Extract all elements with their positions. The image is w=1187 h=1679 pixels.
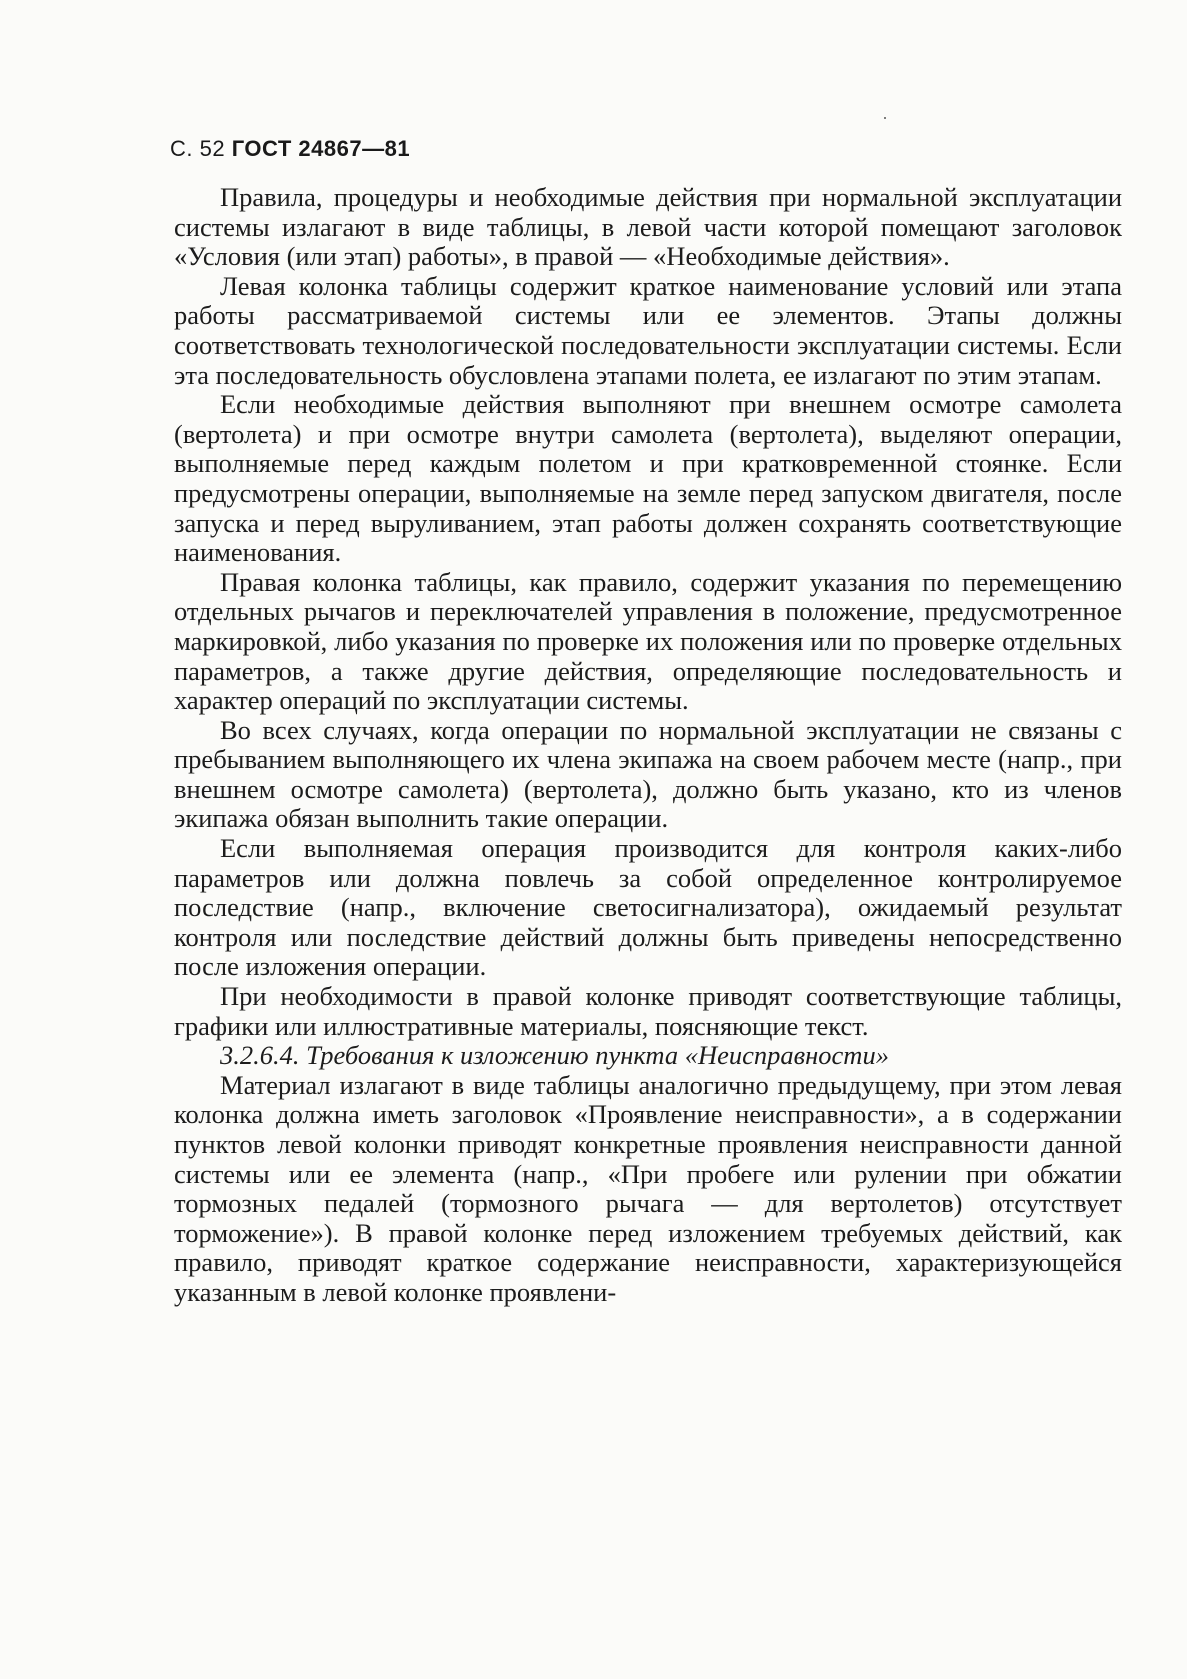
page-number: С. 52 (170, 136, 226, 161)
paragraph-7: При необходимости в правой колонке приводят соответствующие таблицы, графики или иллюстративные материалы, поясняющие текст. (174, 981, 1122, 1041)
paragraph-4: Правая колонка таблицы, как правило, содержит указания по перемещению отдельных рычагов и переключателей управления в положение, предусмотренное маркировкой, либо указания по проверке их положения или по проверке отдельных параметров, а также другие действия, определяющие последовательность и характер операций по эксплуатации системы. (174, 566, 1122, 716)
paragraph-5: Во всех случаях, когда операции по нормальной эксплуатации не связаны с пребыванием выполняющего их члена экипажа на своем рабочем месте (напр., при внешнем осмотре самолета) (вертолета), должно быть указано, кто из членов экипажа обязан выполнить такие операции. (174, 714, 1122, 834)
paragraph-1: Правила, процедуры и необходимые действия при нормальной эксплуатации системы излагают в виде таблицы, в левой части которой помещают заголовок «Условия (или этап) работы», в правой — «Необходимые действия». (174, 182, 1122, 272)
section-heading: 3.2.6.4. Требования к изложению пункта «Неисправности» (220, 1040, 889, 1071)
paragraph-final: Материал излагают в виде таблицы аналогично предыдущему, при этом левая колонка должна иметь заголовок «Проявление неисправности», а в содержании пунктов левой колонки приводят конкретные проявления неисправности данной системы или ее элемента (напр., «При пробеге или рулении при обжатии тормозных педалей (тормозного рычага — для вертолетов) отсутствует торможение»). В правой колонке перед изложением требуемых действий, как правило, приводят краткое содержание неисправности, характеризующейся указанным в левой колонке проявлени- (174, 1069, 1122, 1307)
paragraph-6: Если выполняемая операция производится для контроля каких-либо параметров или должна повлечь за собой определенное контролируемое последствие (напр., включение светосигнализатора), ожидаемый результат контроля или последствие действий должны быть приведены непосредственно после изложения операции. (174, 833, 1122, 982)
scan-speck (884, 117, 886, 119)
paragraph-2: Левая колонка таблицы содержит краткое наименование условий или этапа работы рассматриваемой системы или ее элементов. Этапы должны соответствовать технологической последовательности эксплуатации системы. Если эта последовательность обусловлена этапами полета, ее излагают по этим этапам. (174, 270, 1122, 390)
standard-code: ГОСТ 24867—81 (231, 136, 411, 161)
document-body (174, 183, 1122, 1308)
paragraph-3: Если необходимые действия выполняют при внешнем осмотре самолета (вертолета) и при осмотре внутри самолета (вертолета), выделяют операции, выполняемые перед каждым полетом и при кратковременной стоянке. Если предусмотрены операции, выполняемые на земле перед запуском двигателя, после запуска и перед выруливанием, этап работы должен сохранять соответствующие наименования. (174, 389, 1122, 568)
page-header (170, 136, 410, 162)
